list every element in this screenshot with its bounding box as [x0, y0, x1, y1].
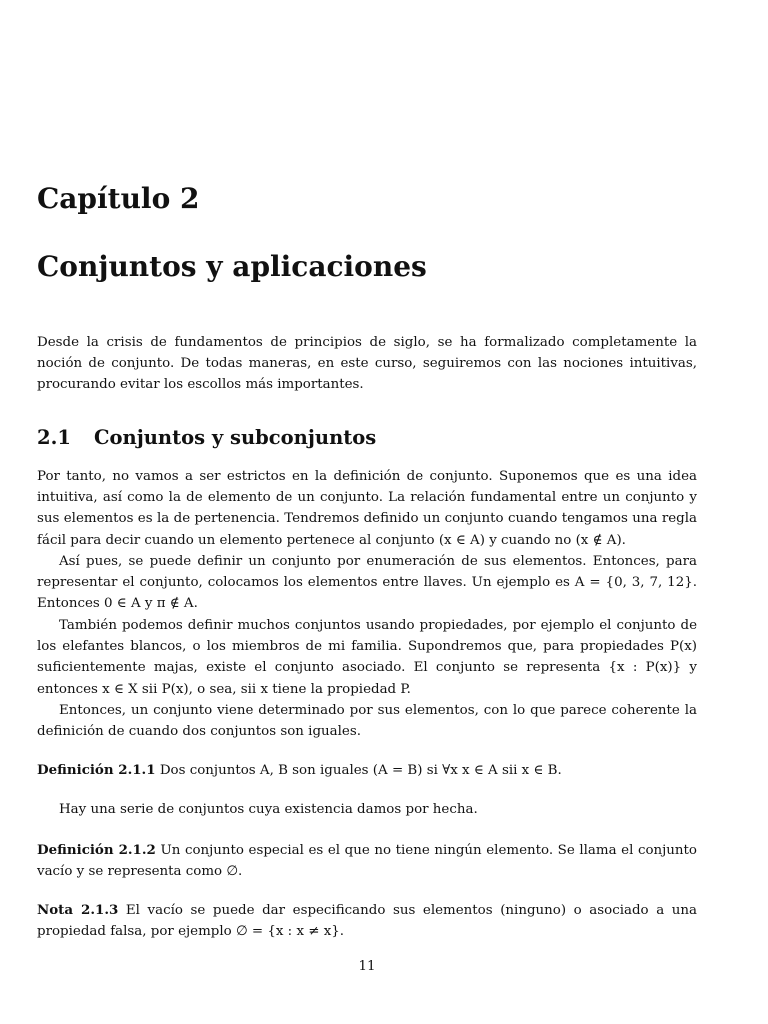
paragraph-3: También podemos definir muchos conjuntos usando propiedades, por ejemplo el conjunto de los elefantes blancos, o los miembros de mi familia. Supondremos que, para propiedades P(x) suficientemente majas, existe el conjunto asociado. El conjunto se representa {x : P(x)} y entonces x ∈ X sii P(x), o sea, sii x tiene la propiedad P.	[37, 618, 697, 697]
definition-2-1-2	[37, 840, 697, 882]
definition-text: Un conjunto especial es el que no tiene ningún elemento. Se llama el conjunto vacío y se representa como ∅.	[37, 843, 697, 880]
page-number: 11	[358, 959, 376, 974]
chapter-label: Capítulo 2	[37, 182, 200, 215]
paragraph-5: Hay una serie de conjuntos cuya existencia damos por hecha.	[59, 802, 478, 817]
definition-2-1-1	[37, 760, 697, 781]
definition-label: Definición 2.1.2	[37, 842, 156, 858]
paragraph-4: Entonces, un conjunto viene determinado por sus elementos, con lo que parece coherente la definición de cuando dos conjuntos son iguales.	[37, 703, 697, 740]
section-number: 2.1	[37, 426, 71, 449]
definition-text: Dos conjuntos A, B son iguales (A = B) si ∀x x ∈ A sii x ∈ B.	[159, 763, 562, 778]
paragraph-2: Así pues, se puede definir un conjunto por enumeración de sus elementos. Entonces, para representar el conjunto, colocamos los elementos entre llaves. Un ejemplo es A = {0, 3, 7, 12}. Entonces 0 ∈ A y π ∉ A.	[37, 554, 697, 612]
nota-2-1-3	[37, 900, 697, 942]
intro-paragraph: Desde la crisis de fundamentos de principios de siglo, se ha formalizado completamente la noción de conjunto. De todas maneras, en este curso, seguiremos con las nociones intuitivas, procurando evitar los escollos más importantes.	[37, 335, 697, 393]
chapter-title: Conjuntos y aplicaciones	[37, 250, 427, 283]
nota-text: El vacío se puede dar especificando sus elementos (ninguno) o asociado a una propiedad falsa, por ejemplo ∅ = {x : x ≠ x}.	[37, 903, 697, 940]
section-heading	[37, 426, 376, 449]
definition-label: Definición 2.1.1	[37, 762, 156, 778]
section-title: Conjuntos y subconjuntos	[94, 426, 377, 449]
paragraph-1: Por tanto, no vamos a ser estrictos en la definición de conjunto. Suponemos que es una idea intuitiva, así como la de elemento de un conjunto. La relación fundamental entre un conjunto y sus elementos es la de pertenencia. Tendremos definido un conjunto cuando tengamos una regla fácil para decir cuando un elemento pertenece al conjunto (x ∈ A) y cuando no (x ∉ A).	[37, 469, 697, 548]
nota-label: Nota 2.1.3	[37, 902, 119, 918]
